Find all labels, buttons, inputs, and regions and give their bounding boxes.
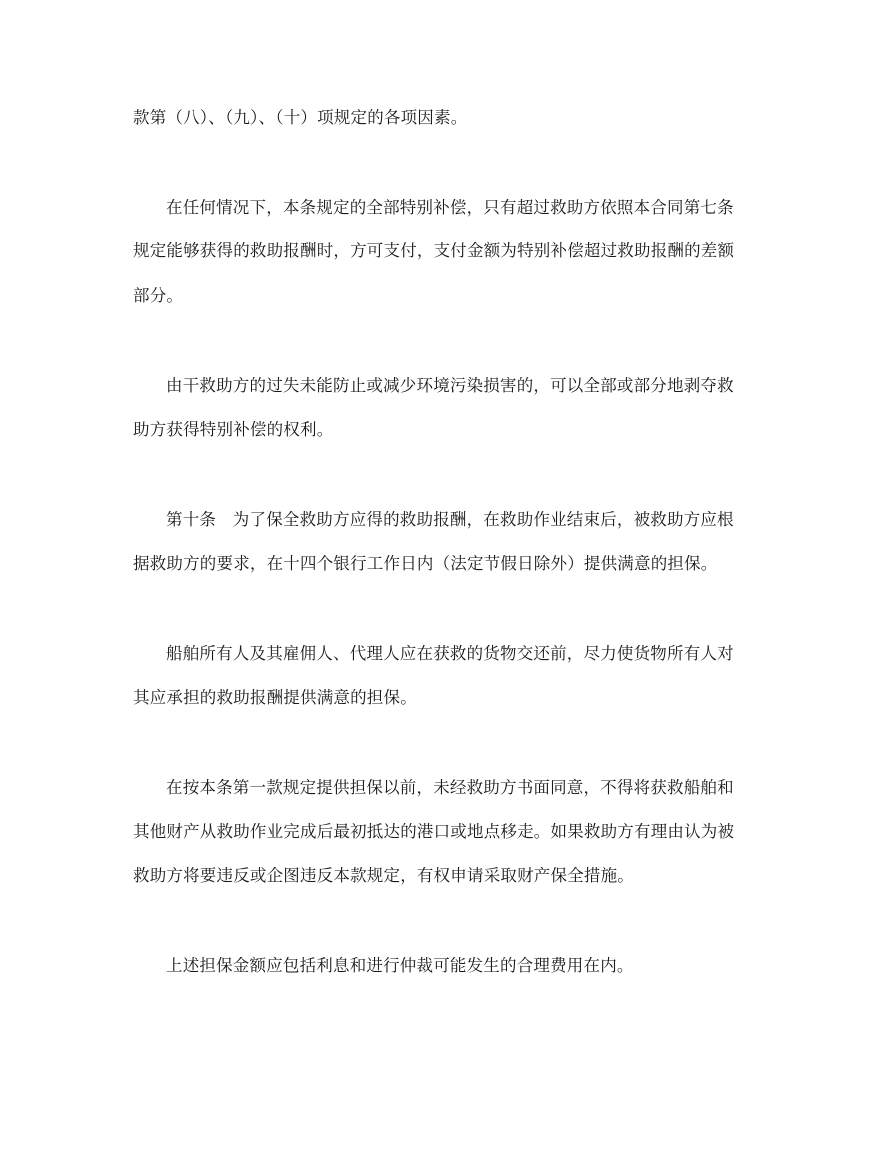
text-line: 船舶所有人及其雇佣人、代理人应在获救的货物交还前，尽力使货物所有人对 xyxy=(166,644,734,663)
text-line: 部分。 xyxy=(133,286,184,305)
text-line: 上述担保金额应包括利息和进行仲裁可能发生的合理费用在内。 xyxy=(166,956,634,975)
text-line: 规定能够获得的救助报酬时，方可支付，支付金额为特别补偿超过救助报酬的差额 xyxy=(133,241,735,260)
text-line: 据救助方的要求，在十四个银行工作日内（法定节假日除外）提供满意的担保。 xyxy=(133,554,718,573)
text-line: 在任何情况下，本条规定的全部特别补偿，只有超过救助方依照本合同第七条 xyxy=(166,198,734,217)
article-heading-line: 第十条 为了保全救助方应得的救助报酬，在救助作业结束后，被救助方应根 xyxy=(166,510,734,529)
text-line: 其他财产从救助作业完成后最初抵达的港口或地点移走。如果救助方有理由认为被 xyxy=(133,822,735,841)
text-line: 救助方将要违反或企图违反本款规定，有权申请采取财产保全措施。 xyxy=(133,866,634,885)
text-line: 其应承担的救助报酬提供满意的担保。 xyxy=(133,688,417,707)
text-line: 款第（八）、（九）、（十）项规定的各项因素。 xyxy=(133,108,468,127)
text-line: 由干救助方的过失未能防止或减少环境污染损害的，可以全部或部分地剥夺救 xyxy=(166,376,734,395)
text-line: 在按本条第一款规定提供担保以前，未经救助方书面同意，不得将获救船舶和 xyxy=(166,778,734,797)
text-line: 助方获得特别补偿的权利。 xyxy=(133,420,334,439)
